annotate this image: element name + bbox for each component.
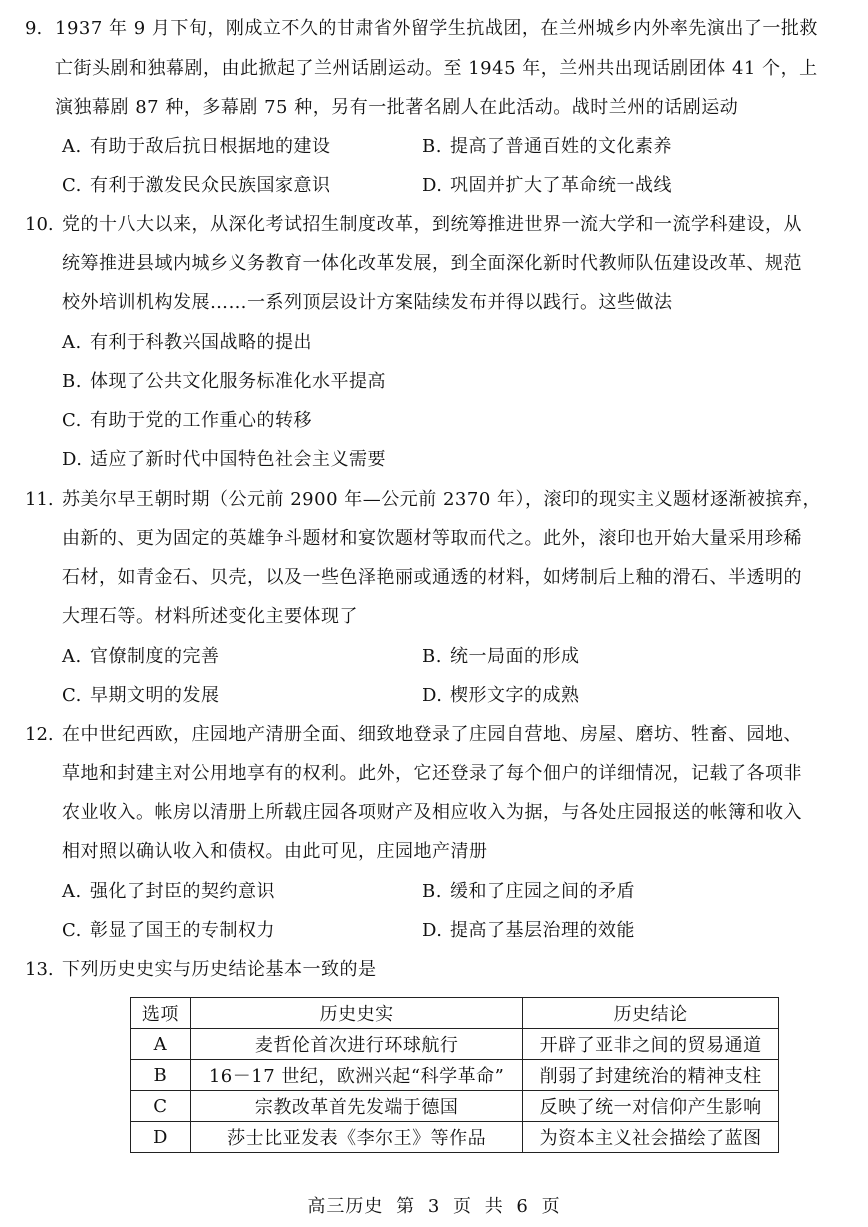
question-text-line: 草地和封建主对公用地享有的权利。此外，它还登录了每个佃户的详细情况，记载了各项非 bbox=[62, 763, 802, 784]
table-cell: B bbox=[131, 1060, 191, 1091]
option-b: B. 统一局面的形成 bbox=[422, 646, 580, 667]
option-a: A. 官僚制度的完善 bbox=[62, 646, 220, 667]
history-table bbox=[130, 997, 779, 1153]
question-text-line: 下列历史史实与历史结论基本一致的是 bbox=[62, 959, 377, 980]
question-text-line: 石材，如青金石、贝壳，以及一些色泽艳丽或通透的材料，如烤制后上釉的滑石、半透明的 bbox=[62, 567, 802, 588]
question-number: 11. bbox=[25, 489, 54, 510]
table-cell: 反映了统一对信仰产生影响 bbox=[523, 1091, 779, 1122]
question-text-line: 由新的、更为固定的英雄争斗题材和宴饮题材等取而代之。此外，滚印也开始大量采用珍稀 bbox=[62, 528, 802, 549]
header-conclusion: 历史结论 bbox=[523, 998, 779, 1029]
option-d: D. 适应了新时代中国特色社会主义需要 bbox=[62, 449, 386, 470]
option-d: D. 巩固并扩大了革命统一战线 bbox=[422, 175, 672, 196]
table-row bbox=[131, 1060, 779, 1091]
header-fact: 历史史实 bbox=[190, 998, 523, 1029]
table-row bbox=[131, 1122, 779, 1153]
option-a: A. 强化了封臣的契约意识 bbox=[62, 881, 275, 902]
table-cell: A bbox=[131, 1029, 191, 1060]
option-c: C. 早期文明的发展 bbox=[62, 685, 220, 706]
table-cell: 莎士比亚发表《李尔王》等作品 bbox=[190, 1122, 523, 1153]
table-row bbox=[131, 1029, 779, 1060]
table-cell: D bbox=[131, 1122, 191, 1153]
option-b: B. 提高了普通百姓的文化素养 bbox=[422, 136, 672, 157]
question-number: 13. bbox=[25, 959, 54, 980]
question-number: 12. bbox=[25, 724, 54, 745]
question-number: 9. bbox=[25, 18, 43, 39]
question-text-line: 亡街头剧和独幕剧，由此掀起了兰州话剧运动。至 1945 年，兰州共出现话剧团体 41 个，上 bbox=[55, 58, 818, 79]
table-cell: 开辟了亚非之间的贸易通道 bbox=[523, 1029, 779, 1060]
question-text-line: 统筹推进县域内城乡义务教育一体化改革发展，到全面深化新时代教师队伍建设改革、规范 bbox=[62, 253, 802, 274]
option-c: C. 彰显了国王的专制权力 bbox=[62, 920, 275, 941]
question-text-line: 农业收入。帐房以清册上所载庄园各项财产及相应收入为据，与各处庄园报送的帐簿和收入 bbox=[62, 802, 802, 823]
option-d: D. 楔形文字的成熟 bbox=[422, 685, 580, 706]
question-text-line: 演独幕剧 87 种，多幕剧 75 种，另有一批著名剧人在此活动。战时兰州的话剧运动 bbox=[55, 97, 739, 118]
option-b: B. 缓和了庄园之间的矛盾 bbox=[422, 881, 635, 902]
question-text-line: 党的十八大以来，从深化考试招生制度改革，到统筹推进世界一流大学和一流学科建设，从 bbox=[62, 214, 802, 235]
option-a: A. 有助于敌后抗日根据地的建设 bbox=[62, 136, 331, 157]
option-b: B. 体现了公共文化服务标准化水平提高 bbox=[62, 371, 386, 392]
table-header-row bbox=[131, 998, 779, 1029]
question-text-line: 苏美尔早王朝时期（公元前 2900 年—公元前 2370 年），滚印的现实主义题材逐渐被摈弃， bbox=[62, 489, 822, 510]
question-text-line: 1937 年 9 月下旬，刚成立不久的甘肃省外留学生抗战团，在兰州城乡内外率先演出了一批救 bbox=[55, 18, 818, 39]
page-footer: 高三历史 第 3 页 共 6 页 bbox=[307, 1196, 561, 1217]
question-number: 10. bbox=[25, 214, 54, 235]
table-cell: 麦哲伦首次进行环球航行 bbox=[190, 1029, 523, 1060]
option-a: A. 有利于科教兴国战略的提出 bbox=[62, 332, 312, 353]
question-text-line: 在中世纪西欧，庄园地产清册全面、细致地登录了庄园自营地、房屋、磨坊、牲畜、园地、 bbox=[62, 724, 802, 745]
question-text-line: 相对照以确认收入和债权。由此可见，庄园地产清册 bbox=[62, 841, 488, 862]
option-d: D. 提高了基层治理的效能 bbox=[422, 920, 635, 941]
table-cell: C bbox=[131, 1091, 191, 1122]
question-text-line: 校外培训机构发展……一系列顶层设计方案陆续发布并得以践行。这些做法 bbox=[62, 292, 673, 313]
table-cell: 削弱了封建统治的精神支柱 bbox=[523, 1060, 779, 1091]
table-cell: 16－17 世纪，欧洲兴起“科学革命” bbox=[190, 1060, 523, 1091]
table-cell: 宗教改革首先发端于德国 bbox=[190, 1091, 523, 1122]
table-row bbox=[131, 1091, 779, 1122]
option-c: C. 有助于党的工作重心的转移 bbox=[62, 410, 312, 431]
option-c: C. 有利于激发民众民族国家意识 bbox=[62, 175, 331, 196]
question-text-line: 大理石等。材料所述变化主要体现了 bbox=[62, 606, 358, 627]
table-cell: 为资本主义社会描绘了蓝图 bbox=[523, 1122, 779, 1153]
header-option: 选项 bbox=[131, 998, 191, 1029]
